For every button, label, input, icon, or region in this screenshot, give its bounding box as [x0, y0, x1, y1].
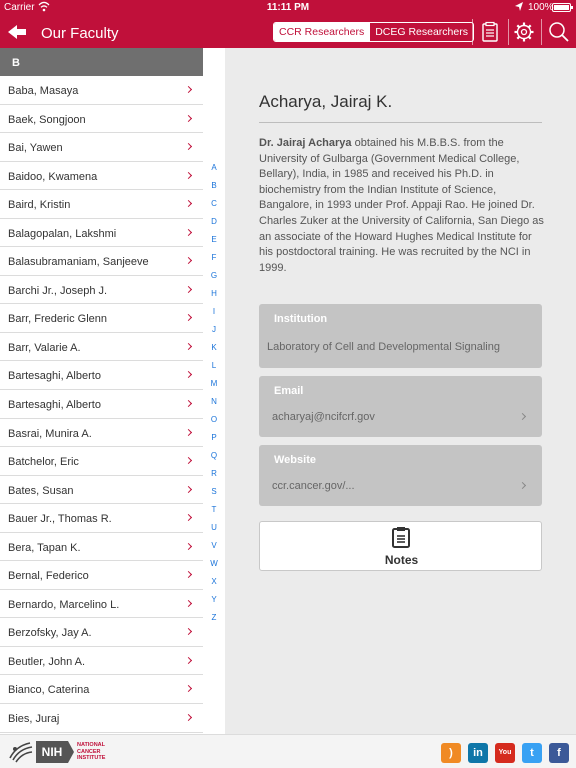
website-card[interactable]	[259, 445, 542, 506]
battery-icon	[552, 3, 571, 12]
faculty-list-item-name: Batchelor, Eric	[8, 456, 79, 469]
index-letter-r[interactable]: R	[211, 469, 217, 478]
faculty-list-item-name: Bianco, Caterina	[8, 684, 90, 697]
faculty-list-item-name: Bai, Yawen	[8, 142, 63, 155]
index-letter-e[interactable]: E	[211, 235, 217, 244]
faculty-list-item[interactable]	[0, 105, 203, 134]
faculty-list-item-name: Balagopalan, Lakshmi	[8, 227, 117, 240]
chevron-right-icon	[185, 371, 192, 378]
faculty-list-item[interactable]	[0, 675, 203, 704]
faculty-list-item-name: Basrai, Munira A.	[8, 427, 92, 440]
faculty-list-item[interactable]	[0, 618, 203, 647]
twitter-icon[interactable]: t	[522, 743, 542, 763]
chevron-right-icon	[185, 657, 192, 664]
segment-ccr-researchers[interactable]: CCR Researchers	[274, 23, 369, 41]
chevron-right-icon	[185, 400, 192, 407]
index-letter-i[interactable]: I	[212, 307, 216, 316]
facebook-icon[interactable]: f	[549, 743, 569, 763]
faculty-list-item[interactable]	[0, 219, 203, 248]
faculty-list-item-name: Bauer Jr., Thomas R.	[8, 513, 112, 526]
email-label: Email	[274, 385, 304, 397]
faculty-list-item-name: Barchi Jr., Joseph J.	[8, 284, 108, 297]
index-letter-w[interactable]: W	[210, 559, 218, 568]
chevron-right-icon	[185, 514, 192, 521]
search-icon[interactable]	[548, 21, 570, 43]
page-title: Our Faculty	[41, 25, 119, 42]
institution-value: Laboratory of Cell and Developmental Signaling	[267, 341, 500, 353]
index-letter-m[interactable]: M	[210, 379, 218, 388]
index-letter-p[interactable]: P	[211, 433, 217, 442]
chevron-right-icon	[185, 685, 192, 692]
index-letter-u[interactable]: U	[211, 523, 217, 532]
faculty-list-item-name: Bera, Tapan K.	[8, 541, 81, 554]
chevron-right-icon	[185, 714, 192, 721]
nih-logo-chevron	[68, 741, 74, 763]
index-letter-d[interactable]: D	[211, 217, 217, 226]
bio-text: obtained his M.B.B.S. from the University of Gulbarga (Government Medical College, Bellary), India, in 1985 and received his Ph.D. in biochemistry from the Indian Institute of Science, Bangalore, in 1993 under Prof. Appaji Rao. He joined Dr. Charles Zuker at the University of California, San Diego as an associate of the Howard Hughes Medical Institute for his postdoctoral training. He was recruited by the NCI in 1999.	[259, 137, 544, 274]
chevron-right-icon	[185, 143, 192, 150]
index-letter-t[interactable]: T	[211, 505, 217, 514]
faculty-detail-panel	[225, 48, 576, 734]
status-bar	[0, 0, 576, 16]
index-letter-q[interactable]: Q	[210, 451, 218, 460]
faculty-list-item[interactable]	[0, 647, 203, 676]
back-arrow-icon[interactable]	[8, 22, 28, 42]
faculty-list-item[interactable]	[0, 247, 203, 276]
chevron-right-icon	[185, 257, 192, 264]
chevron-right-icon	[185, 343, 192, 350]
faculty-bio	[259, 136, 544, 276]
faculty-list-item[interactable]	[0, 133, 203, 162]
chevron-right-icon	[185, 200, 192, 207]
index-letter-a[interactable]: A	[211, 163, 217, 172]
faculty-list-item[interactable]	[0, 333, 203, 362]
chevron-right-icon	[185, 172, 192, 179]
faculty-list-item[interactable]	[0, 190, 203, 219]
nav-divider	[472, 19, 473, 45]
faculty-list-item[interactable]	[0, 447, 203, 476]
faculty-list-item-name: Bernal, Federico	[8, 570, 89, 583]
chevron-right-icon	[519, 413, 526, 420]
chevron-right-icon	[185, 628, 192, 635]
location-arrow-icon	[514, 1, 524, 13]
chevron-right-icon	[519, 482, 526, 489]
index-letter-s[interactable]: S	[211, 487, 217, 496]
youtube-icon[interactable]: You	[495, 743, 515, 763]
faculty-list-item[interactable]	[0, 76, 203, 105]
faculty-list-item[interactable]	[0, 561, 203, 590]
nav-divider	[541, 19, 542, 45]
institution-label: Institution	[274, 313, 328, 325]
faculty-list-item[interactable]	[0, 533, 203, 562]
notes-button[interactable]	[259, 521, 542, 571]
faculty-list-item-name: Baidoo, Kwamena	[8, 170, 98, 183]
index-letter-x[interactable]: X	[211, 577, 217, 586]
bio-name: Dr. Jairaj Acharya	[259, 137, 352, 149]
chevron-right-icon	[185, 486, 192, 493]
faculty-list-item-name: Barr, Valarie A.	[8, 341, 81, 354]
faculty-list-item[interactable]	[0, 162, 203, 191]
faculty-list-item-name: Berzofsky, Jay A.	[8, 627, 92, 640]
status-time: 11:11 PM	[266, 2, 310, 13]
notes-list-icon[interactable]	[479, 21, 501, 43]
index-letter-f[interactable]: F	[211, 253, 217, 262]
notes-label: Notes	[384, 553, 419, 567]
faculty-list-item[interactable]	[0, 504, 203, 533]
gear-icon[interactable]	[513, 21, 535, 43]
chevron-right-icon	[185, 429, 192, 436]
institution-card	[259, 304, 542, 368]
faculty-list-item-name: Bates, Susan	[8, 484, 74, 497]
chevron-right-icon	[185, 86, 192, 93]
faculty-list-item[interactable]	[0, 361, 203, 390]
faculty-list-item[interactable]	[0, 476, 203, 505]
faculty-list[interactable]	[0, 48, 203, 734]
name-divider	[259, 122, 542, 123]
nih-logo: NIH	[36, 741, 68, 763]
index-letter-l[interactable]: L	[211, 361, 217, 370]
alphabet-index[interactable]	[203, 48, 225, 734]
nav-divider	[508, 19, 509, 45]
index-letter-n[interactable]: N	[211, 397, 217, 406]
index-letter-j[interactable]: J	[212, 325, 216, 334]
faculty-list-item-name: Balasubramaniam, Sanjeeve	[8, 256, 149, 269]
email-value[interactable]: acharyaj@ncifcrf.gov	[272, 411, 375, 423]
chevron-right-icon	[185, 286, 192, 293]
faculty-list-item[interactable]	[0, 276, 203, 305]
chevron-right-icon	[185, 314, 192, 321]
chevron-right-icon	[185, 457, 192, 464]
index-letter-v[interactable]: V	[211, 541, 217, 550]
chevron-right-icon	[185, 571, 192, 578]
linkedin-icon[interactable]: in	[468, 743, 488, 763]
index-letter-o[interactable]: O	[210, 415, 218, 424]
index-letter-c[interactable]: C	[211, 199, 217, 208]
chevron-right-icon	[185, 543, 192, 550]
faculty-list-item[interactable]	[0, 590, 203, 619]
notes-clipboard-icon	[391, 526, 411, 548]
index-letter-b[interactable]: B	[211, 181, 217, 190]
index-letter-h[interactable]: H	[211, 289, 217, 298]
faculty-list-item-name: Barr, Frederic Glenn	[8, 313, 108, 326]
index-letter-z[interactable]: Z	[211, 613, 217, 622]
chevron-right-icon	[185, 115, 192, 122]
faculty-list-item-name: Bartesaghi, Alberto	[8, 370, 101, 383]
researcher-segmented-control	[273, 22, 474, 42]
faculty-list-item-name: Bartesaghi, Alberto	[8, 399, 101, 412]
nav-bar	[0, 16, 576, 48]
section-header: B	[0, 48, 203, 76]
website-label: Website	[274, 454, 316, 466]
email-card[interactable]	[259, 376, 542, 437]
index-letter-k[interactable]: K	[211, 343, 217, 352]
faculty-list-item-name: Bies, Juraj	[8, 713, 60, 726]
faculty-list-item-name: Beutler, John A.	[8, 655, 86, 668]
chevron-right-icon	[185, 229, 192, 236]
index-letter-y[interactable]: Y	[211, 595, 217, 604]
faculty-list-item-name: Baba, Masaya	[8, 85, 79, 97]
faculty-list-item[interactable]	[0, 304, 203, 333]
faculty-list-item[interactable]	[0, 390, 203, 419]
footer-bar	[0, 734, 576, 768]
faculty-list-item-name: Baek, Songjoon	[8, 113, 86, 126]
website-value[interactable]: ccr.cancer.gov/...	[272, 480, 355, 492]
nci-logo-text: NATIONAL CANCER INSTITUTE	[77, 742, 106, 761]
battery-percent: 100%	[528, 2, 554, 13]
faculty-name: Acharya, Jairaj K.	[259, 92, 393, 111]
carrier-label: Carrier	[4, 2, 35, 13]
segment-dceg-researchers[interactable]: DCEG Researchers	[369, 23, 473, 41]
faculty-list-item[interactable]	[0, 704, 203, 733]
rss-icon[interactable]: )	[441, 743, 461, 763]
index-letter-g[interactable]: G	[210, 271, 218, 280]
faculty-list-item-name: Bernardo, Marcelino L.	[8, 598, 120, 611]
chevron-right-icon	[185, 600, 192, 607]
faculty-list-item[interactable]	[0, 419, 203, 448]
hhs-eagle-logo-icon	[8, 740, 34, 764]
faculty-list-item-name: Baird, Kristin	[8, 199, 71, 212]
